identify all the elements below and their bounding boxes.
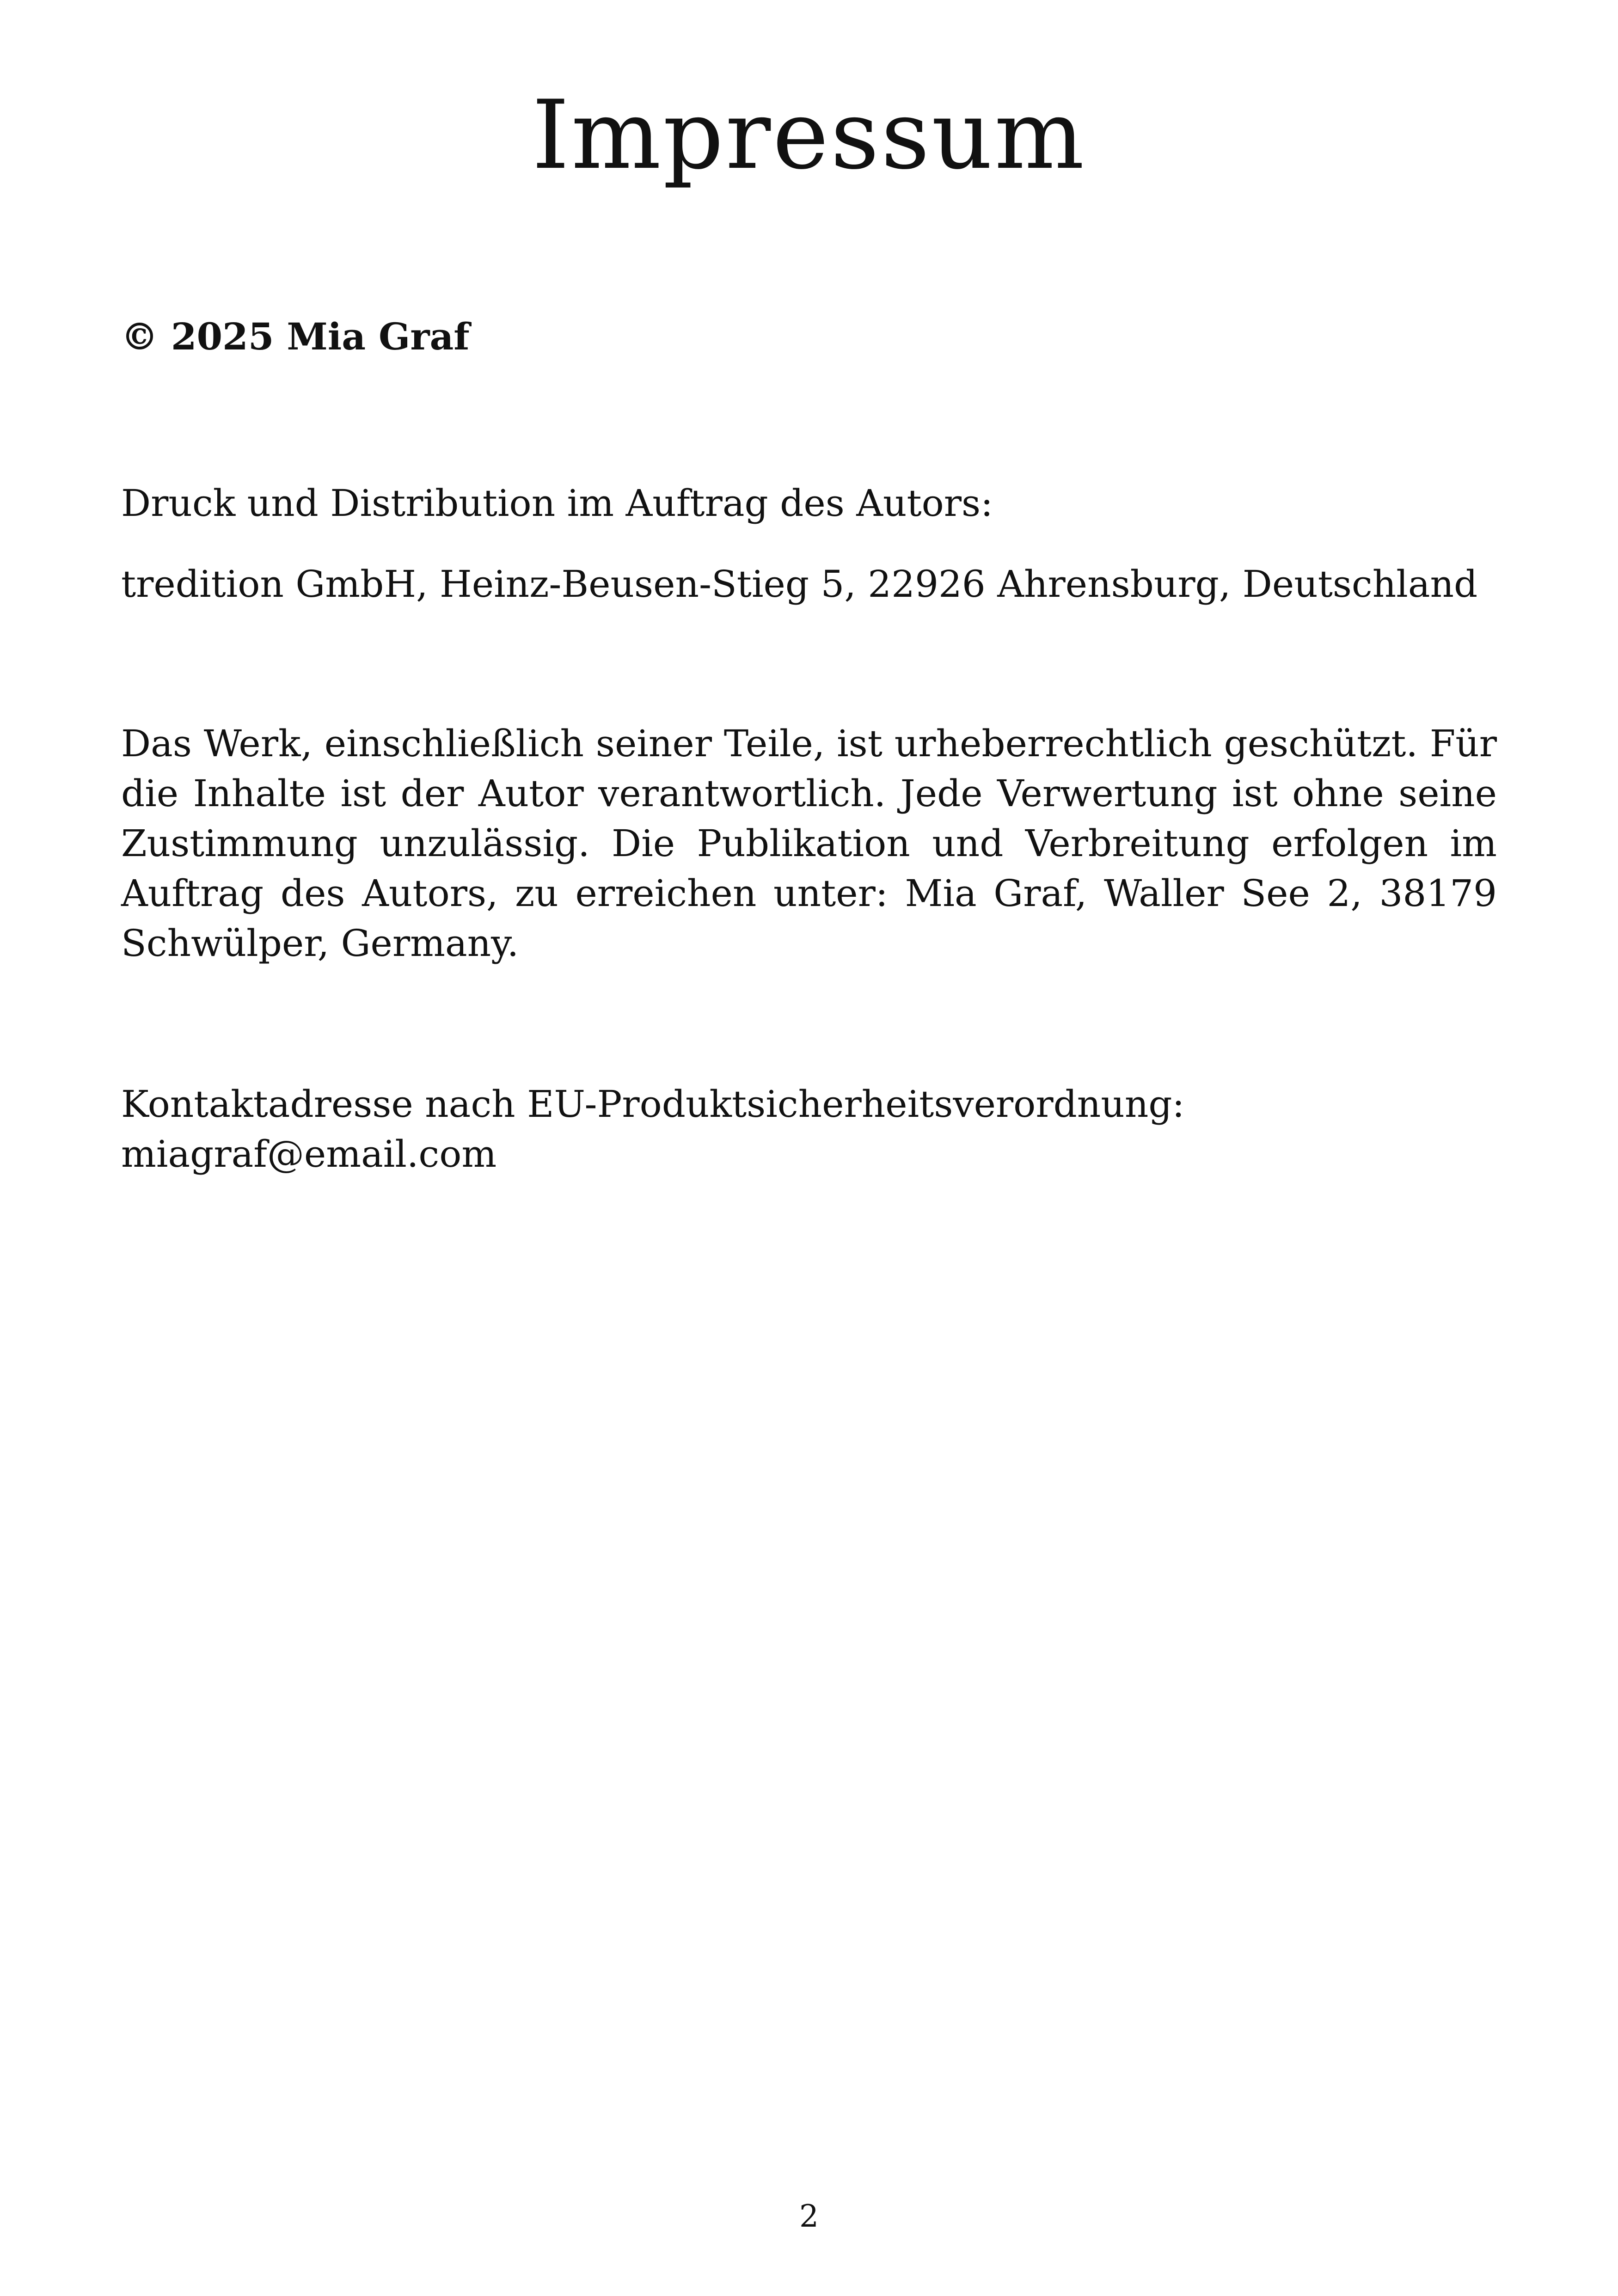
publisher-address: tredition GmbH, Heinz-Beusen-Stieg 5, 22926 Ahrensburg, Deutschland [121, 563, 1478, 606]
print-distribution-label: Druck und Distribution im Auftrag des Autors: [121, 482, 993, 525]
contact-label: Kontaktadresse nach EU-Produktsicherheitsverordnung: [121, 1083, 1185, 1126]
copyright-rights-paragraph: Das Werk, einschließlich seiner Teile, ist urheberrechtlich geschützt. Für die Inhalte ist der Autor verantwortlich. Jede Verwertung ist ohne seine Zustimmung unzulässig. Die Publikation und Verbreitung erfolgen im Auftrag des Autors, zu erreichen unter: Mia Graf, Waller See 2, 38179 Schwülper, Germany. [121, 722, 1497, 965]
copyright-notice: © 2025 Mia Graf [121, 315, 470, 358]
contact-section [121, 1079, 1497, 1179]
contact-email: miagraf@email.com [121, 1133, 497, 1176]
page-number: 2 [799, 2198, 819, 2234]
page-title: Impressum [532, 80, 1086, 190]
